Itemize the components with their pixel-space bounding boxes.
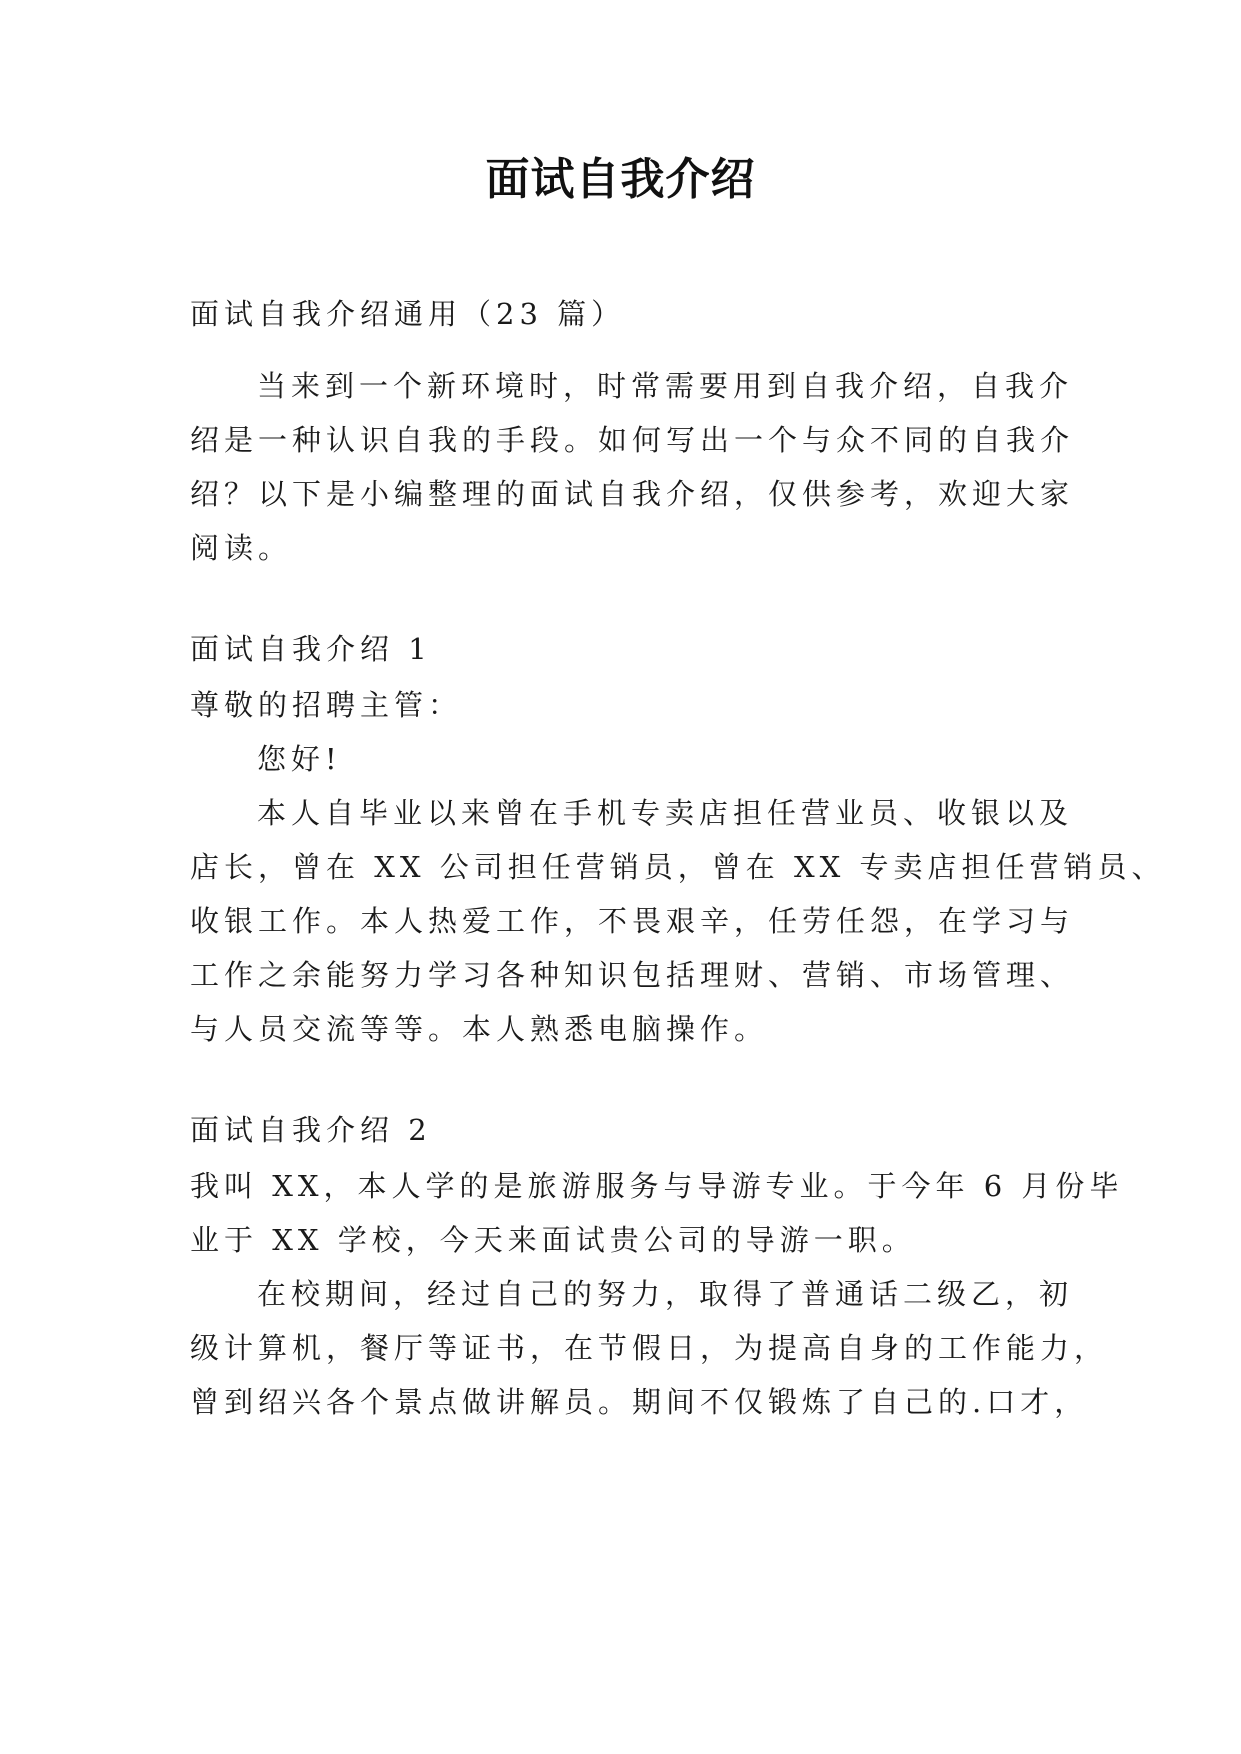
section2-body-line: 业于 XX 学校，今天来面试贵公司的导游一职。 xyxy=(190,1223,916,1257)
section1-salutation: 尊敬的招聘主管： xyxy=(190,688,463,722)
intro-line: 绍？以下是小编整理的面试自我介绍，仅供参考，欢迎大家 xyxy=(190,477,1075,511)
section2-body-line: 级计算机，餐厅等证书，在节假日，为提高自身的工作能力， xyxy=(190,1331,1109,1365)
section1-heading: 面试自我介绍 1 xyxy=(190,632,432,666)
section1-body-line: 收银工作。本人热爱工作，不畏艰辛，任劳任怨，在学习与 xyxy=(190,904,1075,938)
section2-heading: 面试自我介绍 2 xyxy=(190,1113,432,1147)
section1-greeting: 您好! xyxy=(257,742,342,776)
section2-body-line: 我叫 XX，本人学的是旅游服务与导游专业。于今年 6 月份毕 xyxy=(190,1169,1124,1203)
document-subtitle: 面试自我介绍通用（23 篇） xyxy=(190,297,626,331)
section1-body-line: 店长，曾在 XX 公司担任营销员，曾在 XX 专卖店担任营销员、 xyxy=(190,850,1166,884)
intro-line: 阅读。 xyxy=(190,531,293,565)
section1-body-line: 与人员交流等等。本人熟悉电脑操作。 xyxy=(190,1012,769,1046)
section2-body-line: 曾到绍兴各个景点做讲解员。期间不仅锻炼了自己的.口才， xyxy=(190,1385,1089,1419)
intro-line: 绍是一种认识自我的手段。如何写出一个与众不同的自我介 xyxy=(190,423,1075,457)
section1-body-line: 工作之余能努力学习各种知识包括理财、营销、市场管理、 xyxy=(190,958,1075,992)
document-title: 面试自我介绍 xyxy=(485,154,756,205)
section2-body-line: 在校期间，经过自己的努力，取得了普通话二级乙，初 xyxy=(257,1277,1074,1311)
intro-line: 当来到一个新环境时，时常需要用到自我介绍，自我介 xyxy=(257,369,1074,403)
section1-body-line: 本人自毕业以来曾在手机专卖店担任营业员、收银以及 xyxy=(257,796,1074,830)
